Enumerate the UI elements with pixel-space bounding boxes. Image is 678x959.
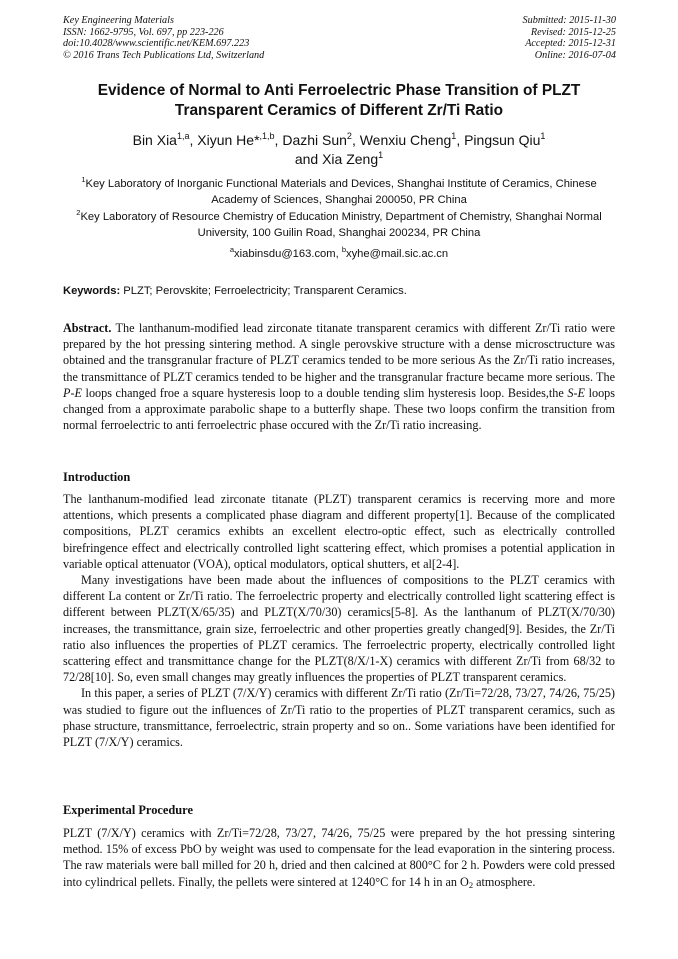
journal-copyright: © 2016 Trans Tech Publications Ltd, Switzerland bbox=[63, 49, 265, 61]
author-name: Dazhi Sun bbox=[282, 132, 347, 148]
submitted-date: Submitted: 2015-11-30 bbox=[522, 15, 616, 26]
affiliation-1 bbox=[58, 177, 620, 209]
abstract-text: The lanthanum-modified lead zirconate titanate transparent ceramics with different Zr/Ti ratio were prepared by the hot pressing sintering method. A single perovskive structure with a dense microsctructure was obtained and the transgranular fracture of PLZT ceramics tended to be more serious As the Zr/Ti ratio increases, the transmittance of PLZT ceramics tended to be higher and the transgranular fracture became more serious. The bbox=[63, 321, 615, 384]
author-name: Pingsun Qiu bbox=[464, 132, 541, 148]
affiliation-mark: 2 bbox=[76, 208, 81, 217]
abstract-paragraph bbox=[63, 320, 615, 433]
author-separator: , bbox=[351, 132, 360, 148]
pe-term: P-E bbox=[63, 385, 82, 400]
author-affiliation-mark: 1,a bbox=[176, 131, 190, 141]
author-name: Wenxiu Cheng bbox=[359, 132, 452, 148]
author-emails bbox=[58, 247, 620, 263]
introduction-heading: Introduction bbox=[63, 470, 131, 484]
paragraph: The lanthanum-modified lead zirconate titanate (PLZT) transparent ceramics is recerving more and more attentions, which presents a complicated phase diagram and different property[1]. Because of the complicated compositions, PLZT ceramics exhibts an excellent electro-optic effect, such as electrically controlled birefringence effect and electrically controlled light scattering effect, which promises a potential application in variable optical attenuator (VOA), optical modulators, optical shutters, et al[2-4]. bbox=[63, 492, 615, 571]
author-name: Bin Xia bbox=[132, 132, 177, 148]
author-affiliation-mark: 1 bbox=[451, 131, 457, 141]
author-affiliation-mark: 1 bbox=[540, 131, 546, 141]
paragraph-text: atmosphere. bbox=[473, 874, 536, 889]
author-affiliation-mark: ,1,b bbox=[259, 131, 275, 141]
journal-name: Key Engineering Materials bbox=[63, 15, 174, 26]
title-line-1: Evidence of Normal to Anti Ferroelectric Phase Transition of PLZT bbox=[97, 82, 581, 99]
affiliation-2 bbox=[58, 210, 620, 242]
affiliation-text: Key Laboratory of Inorganic Functional Materials and Devices, Shanghai Institute of Ceramics, Chinese Academy of Sciences, Shanghai 200050, PR China bbox=[85, 178, 597, 206]
experimental-body bbox=[63, 825, 615, 890]
journal-issn: ISSN: 1662-9795, Vol. 697, pp 223-226 bbox=[63, 26, 224, 38]
paragraph bbox=[63, 825, 615, 890]
author-affiliation-mark: 2 bbox=[346, 131, 352, 141]
author-separator: , bbox=[274, 132, 283, 148]
accepted-date: Accepted: 2015-12-31 bbox=[525, 38, 616, 50]
online-date: Online: 2016-07-04 bbox=[534, 49, 616, 61]
author-name: Xiyun He* bbox=[197, 132, 260, 148]
email-link[interactable]: xyhe@mail.sic.ac.cn bbox=[345, 248, 449, 260]
keywords-text: PLZT; Perovskite; Ferroelectricity; Transparent Ceramics. bbox=[120, 285, 407, 297]
author-separator: , bbox=[189, 132, 198, 148]
paragraph: In this paper, a series of PLZT (7/X/Y) ceramics with different Zr/Ti ratio (Zr/Ti=72/28, 73/27, 74/26, 75/25) was studied to figure out the influences of Zr/Ti ratio to the properties of PLZT transparent ceramics, such as phase structure, transmittance, ferroelectric, strain property and so on.. Some variations have been identified for PLZT (7/X/Y) ceramics. bbox=[63, 686, 615, 750]
keywords bbox=[63, 284, 623, 299]
subscript: 2 bbox=[468, 879, 474, 890]
keywords-label: Keywords: bbox=[63, 285, 121, 297]
author-separator: , bbox=[456, 132, 465, 148]
abstract-text: loops changed froe a square hysteresis loop to a double tending slim hysteresis loop. Besides,the bbox=[81, 385, 568, 400]
abstract bbox=[63, 320, 615, 433]
email-mark: a bbox=[229, 245, 235, 254]
affiliation-text: Key Laboratory of Resource Chemistry of Education Ministry, Department of Chemistry, Shanghai Normal University, 100 Guilin Road, Shanghai 200234, PR China bbox=[80, 211, 602, 239]
email-mark: b bbox=[341, 245, 346, 254]
publication-dates bbox=[523, 15, 616, 61]
email-link[interactable]: xiabinsdu@163.com, bbox=[234, 248, 342, 260]
paragraph-text: PLZT (7/X/Y) ceramics with Zr/Ti=72/28, 73/27, 74/26, 75/25 were prepared by the hot pressing sintering method. 15% of excess PbO by weight was used to compensate for the lead evaporation in the sintering process. The raw materials were ball milled for 20 h, dried and then calcined at 800°C for 2 h. Powders were cold pressed into cylindrical pellets. Finally, the pellets were sintered at 1240°C for 14 h in an O bbox=[63, 826, 615, 889]
affiliation-mark: 1 bbox=[81, 175, 86, 184]
author-list bbox=[40, 131, 638, 169]
journal-doi: doi:10.4028/www.scientific.net/KEM.697.223 bbox=[63, 38, 250, 50]
paragraph: Many investigations have been made about the influences of compositions to the PLZT ceramics with different La content or Zr/Ti ratio. The ferroelectric property and electrically controlled light scattering effect is different between PLZT(X/65/35) and PLZT(X/70/30) ceramics[5-8]. As the lanthanum of PLZT(X/70/30) increases, the transmittance, grain size, ferroelectric and other properties greatly changed[9]. Besides, the Zr/Ti ratio also influences the properties of PLZT ceramics. The ferroelectric property, electrically controlled light scattering effect and transmittance change for the PLZT(8/X/1-X) ceramics with different Zr/Ti from 68/32 to 72/28[10]. So, even small changes may greatly influences the properties of PLZT transparent ceramics. bbox=[63, 573, 615, 685]
introduction-body bbox=[63, 491, 615, 750]
author-affiliation-mark: 1 bbox=[378, 150, 384, 160]
abstract-label: Abstract. bbox=[63, 321, 112, 335]
title-line-2: Transparent Ceramics of Different Zr/Ti Ratio bbox=[174, 102, 504, 119]
abstract-text: loops changed from a approximate parabolic shape to a butterfly shape. These two loops confirm the transition from normal ferroelectric to anti ferroelectric phase occured with the Zr/Ti ratio increasing. bbox=[63, 385, 615, 433]
se-term: S-E bbox=[567, 385, 585, 400]
revised-date: Revised: 2015-12-25 bbox=[530, 26, 616, 38]
paper-title bbox=[40, 81, 638, 121]
journal-info bbox=[63, 15, 264, 61]
author-name: and Xia Zeng bbox=[294, 151, 379, 167]
experimental-heading: Experimental Procedure bbox=[63, 803, 193, 817]
